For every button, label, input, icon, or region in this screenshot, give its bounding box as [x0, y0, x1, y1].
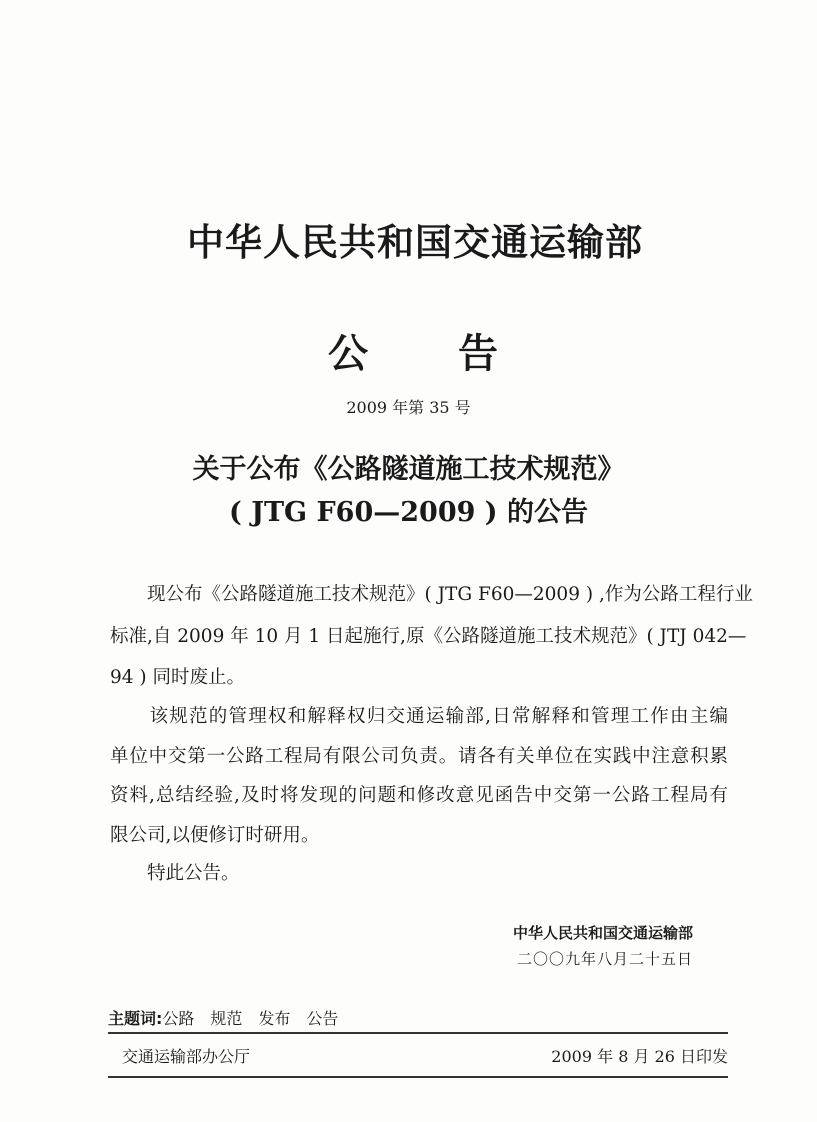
divider — [108, 1076, 728, 1078]
body-line: 94 ) 同时废止。 — [110, 667, 246, 688]
keywords-value: 公路 规范 发布 公告 — [162, 1009, 339, 1028]
subject-line-1: 关于公布《公路隧道施工技术规范》 — [192, 454, 625, 485]
issuer-signature: 中华人民共和国交通运输部 — [512, 924, 693, 942]
office-name: 交通运输部办公厅 — [122, 1047, 251, 1066]
body-line: 限公司,以便修订时研用。 — [110, 825, 320, 846]
divider — [108, 1032, 728, 1034]
print-date: 2009 年 8 月 26 日印发 — [551, 1047, 728, 1066]
subject-line-2: ( JTG F60—2009 ) 的公告 — [229, 497, 588, 528]
ministry-title: 中华人民共和国交通运输部 — [187, 220, 643, 264]
body-line: 单位中交第一公路工程局有限公司负责。请各有关单位在实践中注意积累 — [110, 746, 728, 767]
issue-number: 2009 年第 35 号 — [346, 398, 471, 417]
body-line: 特此公告。 — [110, 863, 240, 884]
body-line: 现公布《公路隧道施工技术规范》( JTG F60—2009 ) ,作为公路工程行业 — [110, 584, 753, 605]
notice-title-left: 公 — [328, 330, 368, 377]
notice-title-right: 告 — [458, 330, 498, 377]
body-line: 该规范的管理权和解释权归交通运输部,日常解释和管理工作由主编 — [110, 706, 728, 727]
keywords-label: 主题词: — [108, 1009, 163, 1028]
keywords — [108, 1006, 338, 1029]
body-line: 标准,自 2009 年 10 月 1 日起施行,原《公路隧道施工技术规范》( JTJ 042— — [110, 626, 747, 647]
issue-date: 二〇〇九年八月二十五日 — [516, 950, 693, 968]
body-line: 资料,总结经验,及时将发现的问题和修改意见函告中交第一公路工程局有 — [110, 785, 728, 806]
